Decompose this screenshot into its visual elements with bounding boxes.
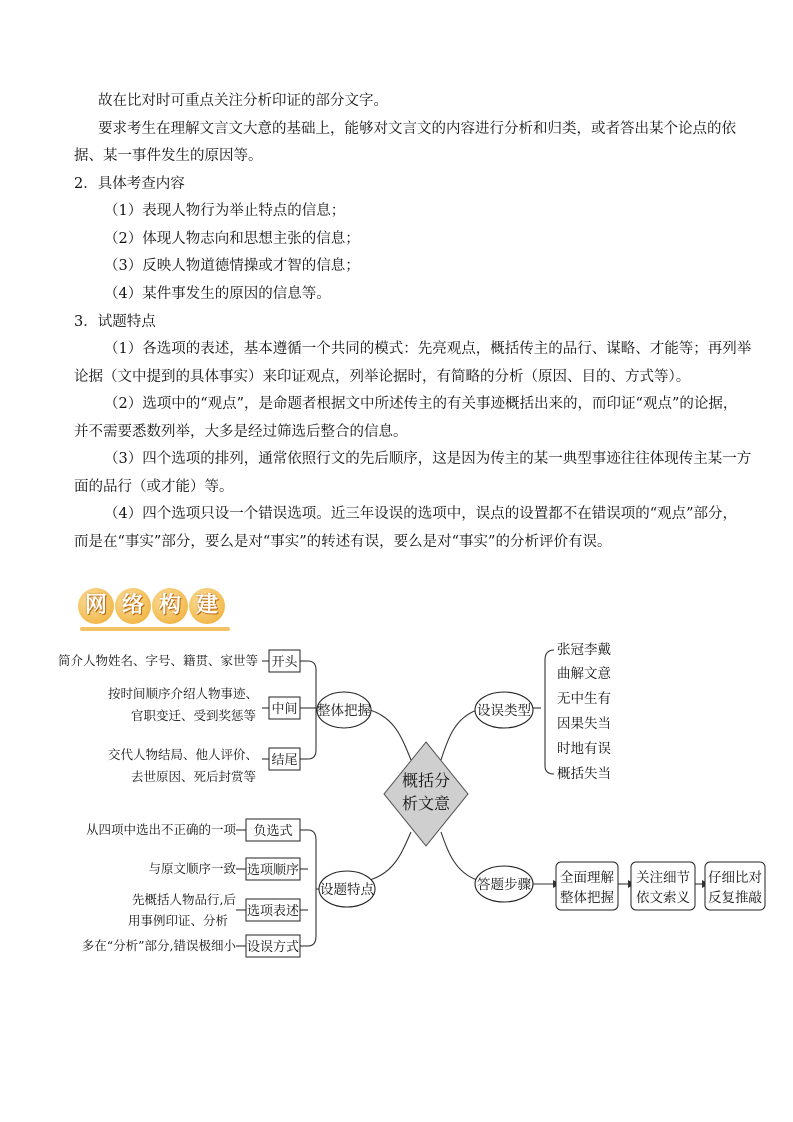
branch-traps-label: 设误类型	[477, 703, 531, 719]
trap-item: 曲解文意	[557, 666, 611, 682]
paragraph: 并不需要悉数列举，大多是经过筛选后整合的信息。	[74, 424, 408, 440]
feature-desc: 先概括人物品行,后	[132, 892, 236, 907]
overall-desc: 交代人物结局、他人评价、	[107, 747, 258, 762]
paragraph: 要求考生在理解文言文大意的基础上，能够对文言文的内容进行分析和归类，或者答出某个论点的依	[98, 121, 736, 137]
step-label: 全面理解	[560, 870, 614, 886]
step-label: 依文索义	[636, 890, 690, 906]
paragraph: （3）四个选项的排列，通常依照行文的先后顺序，这是因为传主的某一典型事迹往往体现传主某一方	[104, 451, 752, 467]
step-label: 仔细比对	[708, 870, 762, 886]
list-item: （4）某件事发生的原因的信息等。	[104, 286, 331, 302]
overall-label: 中间	[271, 702, 298, 717]
subsection-heading: 3．试题特点	[74, 314, 156, 330]
step-label: 关注细节	[636, 870, 690, 886]
trap-item: 张冠李戴	[557, 642, 611, 658]
center-node-label: 析文意	[401, 794, 451, 813]
center-node-label: 概括分	[401, 771, 451, 790]
step-label: 整体把握	[560, 890, 614, 906]
paragraph: 据、某一事件发生的原因等。	[74, 148, 263, 164]
feature-label: 设误方式	[246, 940, 300, 955]
feature-label: 选项顺序	[246, 863, 300, 878]
paragraph: 面的品行（或才能）等。	[74, 479, 234, 495]
paragraph: 而是在“事实”部分，要么是对“事实”的转述有误，要么是对“事实”的分析评价有误。	[74, 534, 612, 550]
paragraph: （4）四个选项只设一个错误选项。近三年设误的选项中，误点的设置都不在错误项的“观点”部分，	[104, 506, 738, 522]
trap-item: 无中生有	[557, 691, 611, 707]
feature-desc: 多在“分析”部分,错误极细小	[81, 938, 236, 953]
trap-item: 时地有误	[557, 741, 611, 757]
heading-char: 网	[78, 588, 114, 624]
paragraph: 故在比对时可重点关注分析印证的部分文字。	[98, 93, 388, 109]
overall-desc: 简介人物姓名、字号、籍贯、家世等	[57, 653, 258, 668]
paragraph: （1）各选项的表述，基本遵循一个共同的模式：先亮观点，概括传主的品行、谋略、才能等；再列举	[104, 341, 752, 357]
trap-item: 因果失当	[557, 716, 611, 732]
branch-features-label: 设题特点	[320, 882, 374, 898]
overall-desc: 去世原因、死后封赏等	[130, 769, 256, 784]
heading-char: 构	[152, 588, 188, 624]
step-label: 反复推敲	[708, 890, 762, 906]
list-item: （2）体现人物志向和思想主张的信息；	[104, 231, 360, 247]
feature-desc: 与原文顺序一致	[148, 861, 236, 876]
overall-desc: 官职变迁、受到奖惩等	[130, 708, 256, 723]
trap-item: 概括失当	[557, 766, 611, 782]
branch-steps-label: 答题步骤	[477, 877, 531, 893]
list-item: （3）反映人物道德情操或才智的信息；	[104, 258, 360, 274]
list-item: （1）表现人物行为举止特点的信息；	[104, 203, 346, 219]
subsection-heading: 2．具体考查内容	[74, 176, 185, 192]
branch-overall-label: 整体把握	[317, 703, 371, 719]
heading-char: 络	[115, 588, 151, 624]
feature-desc: 从四项中选出不正确的一项	[85, 822, 236, 837]
paragraph: 论据（文中提到的具体事实）来印证观点，列举论据时，有简略的分析（原因、目的、方式等）。	[74, 369, 691, 385]
overall-desc: 按时间顺序介绍人物事迹、	[107, 686, 258, 701]
overall-label: 开头	[271, 655, 298, 670]
feature-label: 负选式	[253, 824, 293, 839]
feature-label: 选项表述	[246, 904, 300, 919]
paragraph: （2）选项中的“观点”，是命题者根据文中所述传主的有关事迹概括出来的，而印证“观点”的论据，	[104, 396, 738, 412]
overall-label: 结尾	[271, 753, 298, 768]
feature-desc: 用事例印证、分析	[127, 913, 228, 928]
heading-char: 建	[189, 588, 225, 624]
